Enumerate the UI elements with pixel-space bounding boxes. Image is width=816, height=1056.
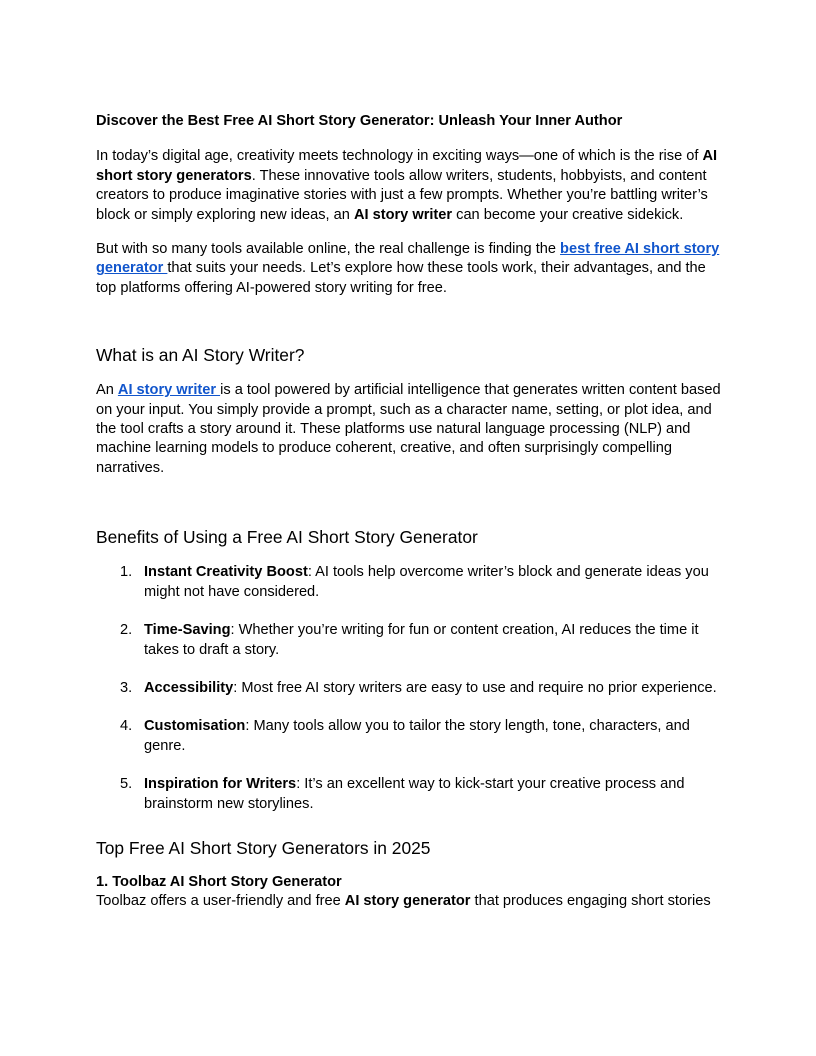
list-item bbox=[96, 775, 724, 814]
intro-p1-text-3: can become your creative sidekick. bbox=[452, 206, 684, 223]
document-title: Discover the Best Free AI Short Story Generator: Unleash Your Inner Author bbox=[96, 113, 623, 129]
intro-p1-bold-2: AI story writer bbox=[353, 206, 453, 223]
list-item-term: Accessibility bbox=[144, 679, 234, 696]
toolbaz-text-1: Toolbaz offers a user-friendly and free bbox=[96, 893, 345, 910]
list-item-term: Time-Saving bbox=[144, 622, 231, 639]
list-item bbox=[96, 717, 724, 756]
best-free-generator-link[interactable]: best free AI short story generator bbox=[96, 241, 720, 277]
section1-paragraph bbox=[96, 381, 724, 478]
intro-p2-text-1: But with so many tools available online, the real challenge is finding the bbox=[96, 241, 561, 258]
ai-story-writer-link[interactable]: AI story writer bbox=[117, 382, 221, 399]
intro-paragraph-1 bbox=[96, 147, 724, 225]
list-item-desc: : It’s an excellent way to kick-start your creative process and brainstorm new storylines. bbox=[144, 776, 685, 812]
list-item-number: 4. bbox=[120, 718, 133, 735]
section1-text-2: is a tool powered by artificial intelligence that generates written content based on your input. You simply provide a prompt, such as a character name, setting, or plot idea, and the tool crafts a story around it. These platforms use natural language processing (NLP) and machine learning models to produce coherent, creative, and often surprisingly compelling narratives. bbox=[96, 382, 721, 476]
section1-text-1: An bbox=[96, 382, 118, 399]
intro-p1-text-1: In today’s digital age, creativity meets technology in exciting ways—one of which is the rise of bbox=[96, 148, 703, 165]
list-item-desc: : Most free AI story writers are easy to use and require no prior experience. bbox=[233, 679, 717, 696]
list-item-number: 2. bbox=[120, 622, 133, 639]
list-item-number: 5. bbox=[120, 776, 133, 793]
list-item-term: Customisation bbox=[144, 718, 246, 735]
intro-p2-text-2: that suits your needs. Let’s explore how these tools work, their advantages, and the top platforms offering AI-powered story writing for free. bbox=[96, 260, 706, 296]
intro-p1-text-2: . These innovative tools allow writers, students, hobbyists, and content creators to produce imaginative stories with just a few prompts. Whether you’re battling writer’s block or simply exploring new ideas, an bbox=[96, 167, 708, 223]
toolbaz-text-2: that produces engaging short stories bbox=[470, 893, 711, 910]
intro-p1-bold-1: AI short story generators bbox=[96, 148, 718, 184]
list-item-desc: : AI tools help overcome writer’s block and generate ideas you might not have considered. bbox=[144, 564, 709, 600]
list-item-term: Instant Creativity Boost bbox=[144, 564, 308, 581]
list-item bbox=[96, 621, 724, 660]
list-item-desc: : Whether you’re writing for fun or content creation, AI reduces the time it takes to draft a story. bbox=[144, 622, 699, 658]
document-page bbox=[96, 112, 724, 912]
list-item bbox=[96, 679, 724, 698]
section-heading-benefits: Benefits of Using a Free AI Short Story Generator bbox=[96, 527, 478, 548]
list-item bbox=[96, 563, 724, 602]
list-item-number: 1. bbox=[120, 564, 133, 581]
generator-subtitle-toolbaz: 1. Toolbaz AI Short Story Generator bbox=[96, 873, 342, 890]
section-heading-top-generators: Top Free AI Short Story Generators in 2025 bbox=[96, 837, 431, 858]
list-item-term: Inspiration for Writers bbox=[144, 776, 297, 793]
benefits-list bbox=[96, 563, 724, 814]
list-item-desc: : Many tools allow you to tailor the story length, tone, characters, and genre. bbox=[144, 718, 690, 754]
toolbaz-bold-1: AI story generator bbox=[344, 893, 471, 910]
intro-paragraph-2 bbox=[96, 240, 724, 298]
generator-paragraph-toolbaz bbox=[96, 892, 724, 911]
list-item-number: 3. bbox=[120, 679, 133, 696]
section-heading-what-is: What is an AI Story Writer? bbox=[96, 345, 305, 366]
